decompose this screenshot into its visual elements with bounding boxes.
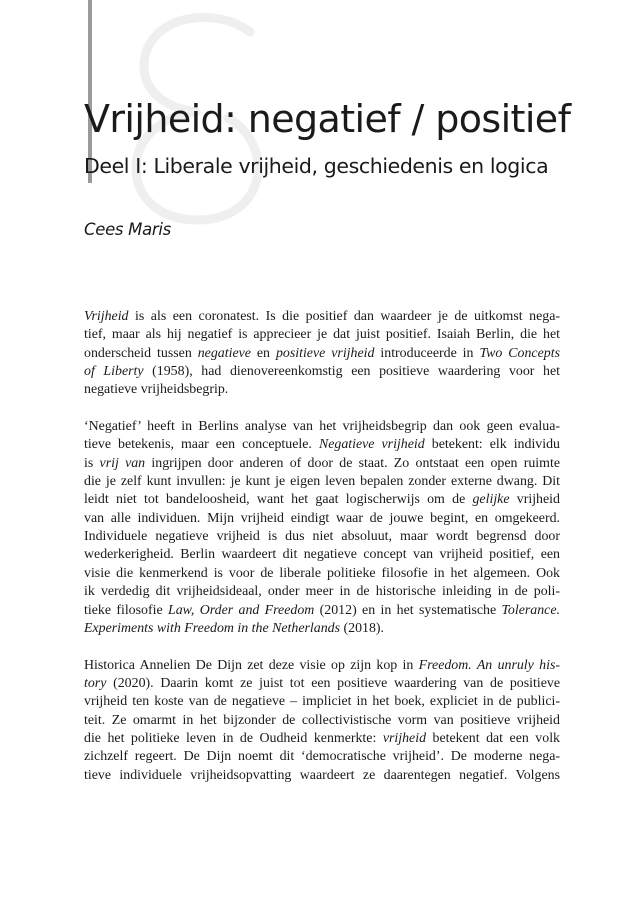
text-run: is [84, 455, 100, 471]
text-run: zichzelf regeert. De Dijn noemt dit ‘democratische vrijheid’. De moderne nega- [84, 749, 560, 765]
text-line [84, 565, 560, 583]
text-run: ingrijpen door anderen of door de staat. Zo ontstaat een open ruimte [145, 455, 560, 471]
italic-text: negatieve [197, 345, 251, 361]
text-run: (2018). [340, 620, 385, 636]
article-title: Vrijheid: negatief / positief [84, 97, 571, 141]
italic-text: Experiments with Freedom in the Netherlands [84, 620, 341, 636]
italic-text: vrijheid [382, 730, 427, 746]
text-run: ‘Negatief’ heeft in Berlins analyse van het vrijheidsbegrip dan ook geen evalua- [84, 419, 560, 435]
text-run: tief, maar als hij negatief is apprecieer je dat juist positief. Isaiah Berlin, die het [84, 327, 560, 343]
text-line [84, 583, 560, 601]
text-line [84, 436, 560, 454]
paragraph [84, 657, 560, 785]
text-run: (1958), had dienovereenkomstig een positieve waardering voor het [143, 364, 560, 380]
text-line [84, 345, 560, 363]
article-body [84, 308, 560, 803]
text-run: negatieve vrijheidsbegrip. [84, 382, 229, 398]
italic-text: Two Concepts [479, 345, 560, 361]
text-run: teit. Ze omarmt in het bijzonder de collectivistische vorm van positieve vrijheid [84, 712, 560, 728]
text-run: is als een coronatest. Is die positief dan waardeer je de uitkomst nega- [128, 309, 560, 324]
italic-text: Law, Order and Freedom [167, 602, 315, 618]
text-run: visie die kenmerkend is voor de liberale politieke filosofie in het algemeen. Ook [84, 565, 560, 581]
text-line [84, 528, 560, 546]
text-run: tieke filosofie [84, 602, 168, 618]
italic-text: Freedom. An unruly his- [418, 657, 560, 673]
text-run: (2020). Daarin komt ze juist tot een positieve waardering van de positieve [106, 675, 560, 691]
text-line [84, 381, 560, 399]
text-line [84, 620, 560, 638]
text-run: en [250, 345, 276, 361]
text-run: vrijheid [509, 492, 560, 508]
text-run: leidt niet tot bandeloosheid, want het gaat logischerwijs om de [84, 492, 473, 508]
text-line [84, 546, 560, 564]
italic-text: of Liberty [84, 364, 144, 380]
italic-text: gelijke [472, 492, 510, 508]
text-run: betekent dat een volk [426, 730, 560, 746]
text-line [84, 455, 560, 473]
text-line [84, 602, 560, 620]
italic-text: tory [84, 675, 107, 691]
italic-text: vrij van [99, 455, 146, 471]
text-run: ik verdedig dit vrijheidsideaal, onder meer in de historische inleiding in de poli- [84, 584, 560, 600]
text-run: van alle individuen. Mijn vrijheid eindigt waar de jouwe begint, en omgekeerd. [84, 510, 560, 526]
text-run: tieve betekenis, maar een conceptuele. [84, 437, 319, 453]
text-line [84, 657, 560, 675]
text-run: introduceerde in [374, 345, 480, 361]
author-name: Cees Maris [84, 220, 171, 239]
text-line [84, 491, 560, 509]
italic-text: positieve vrijheid [275, 345, 375, 361]
text-line [84, 473, 560, 491]
text-run: Historica Annelien De Dijn zet deze visie op zijn kop in [84, 657, 419, 673]
text-line [84, 418, 560, 436]
text-line [84, 693, 560, 711]
article-subtitle: Deel I: Liberale vrijheid, geschiedenis en logica [84, 154, 549, 178]
paragraph [84, 418, 560, 638]
text-line [84, 363, 560, 381]
text-line [84, 712, 560, 730]
text-run: onderscheid tussen [84, 345, 198, 361]
text-run: die het politieke leven in de Oudheid kenmerkte: [84, 730, 383, 746]
italic-text: Vrijheid [84, 309, 129, 324]
text-run: tieve individuele vrijheidsopvatting waardeert ze daarentegen negatief. Volgens [84, 767, 560, 783]
paragraph [84, 308, 560, 400]
text-line [84, 748, 560, 766]
text-line [84, 675, 560, 693]
text-line [84, 730, 560, 748]
text-line [84, 510, 560, 528]
text-run: (2012) en in het systematische [314, 602, 502, 618]
text-line [84, 308, 560, 326]
text-run: vrijheid ten koste van de negatieve – impliciet in het boek, expliciet in de publici- [84, 694, 560, 710]
text-run: die je zelf kunt invullen: je kunt je eigen leven bepalen zonder externe dwang. Dit [84, 474, 560, 490]
italic-text: Negatieve vrijheid [318, 437, 425, 453]
text-run: wederkerigheid. Berlin waardeert dit negatieve concept van vrijheid positief, een [84, 547, 560, 563]
text-run: betekent: elk individu [424, 437, 561, 453]
text-run: Individuele negatieve vrijheid is dus niet absoluut, maar wordt begrensd door [84, 529, 560, 545]
text-line [84, 326, 560, 344]
italic-text: Tolerance. [501, 602, 560, 618]
text-line [84, 767, 560, 785]
